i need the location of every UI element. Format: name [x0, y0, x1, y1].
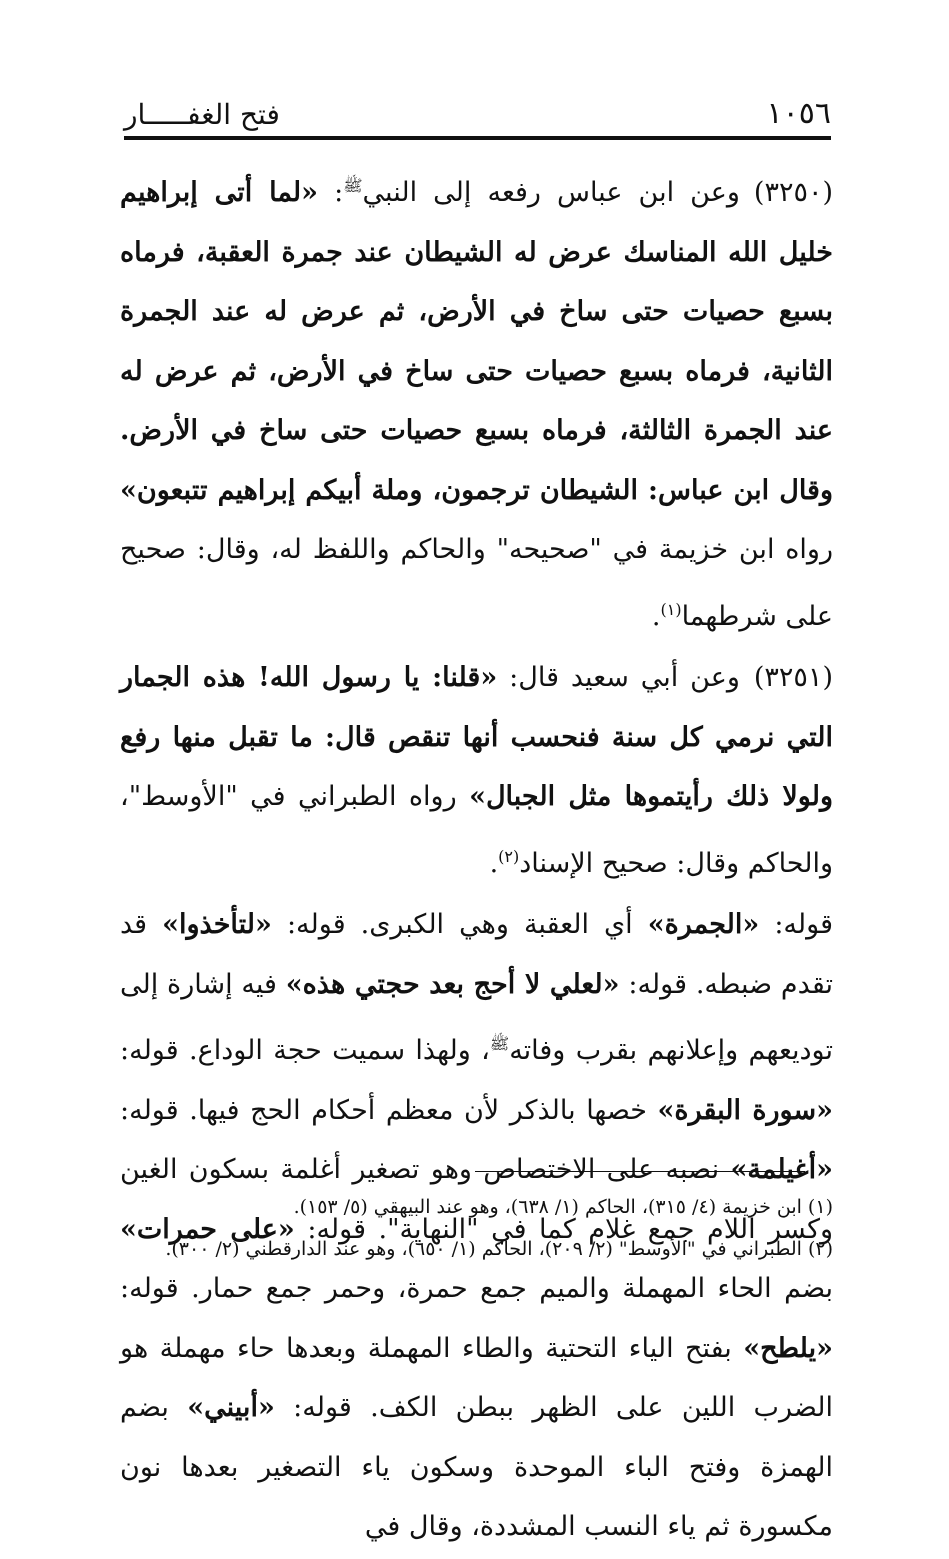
commentary-text: خصها بالذكر لأن معظم أحكام الحج فيها. قوله:	[120, 1094, 658, 1126]
salutation-glyph: ﷺ	[489, 1034, 510, 1053]
running-header	[124, 92, 831, 138]
commentary-term: «أبيني»	[187, 1392, 275, 1423]
punctuation: :	[318, 177, 344, 208]
hadith-number: (٣٢٥١)	[753, 662, 833, 693]
commentary-text: بضم الحاء المهملة والميم جمع حمرة، وحمر جمع حمار. قوله:	[120, 1273, 834, 1304]
book-title: فتح الغفـــــار	[124, 98, 280, 131]
footnotes	[150, 1186, 833, 1270]
punctuation: .	[489, 847, 499, 879]
commentary-text: نصبه على الاختصاص وهو تصغير أغلمة بسكون الغين وكسر اللام جمع غلام كما في "النهاية". قوله:	[120, 1154, 833, 1245]
header-rule	[124, 136, 831, 140]
footnote-separator	[475, 1171, 805, 1172]
hadith-paragraph-3250	[120, 156, 833, 646]
commentary-term: «لعلي لا أحج بعد حجتي هذه»	[285, 968, 620, 1000]
hadith-matn: «قلنا: يا رسول الله! هذه الجمار التي نرمي كل سنة فنحسب أنها تنقص قال: ما تقبل منها رفع ولولا ذلك رأيتموها مثل الجبال»	[120, 662, 833, 812]
commentary-term: «على حمرات»	[120, 1213, 295, 1245]
hadith-takhrij: رواه الطبراني في "الأوسط"، والحاكم وقال: صحيح الإسناد	[120, 781, 833, 879]
hadith-takhrij: رواه ابن خزيمة في "صحيحه" والحاكم واللفظ له، وقال: صحيح على شرطهما	[120, 534, 833, 632]
page-number: ١٠٥٦	[766, 96, 831, 131]
punctuation: .	[651, 600, 661, 632]
footnote-2: (٢) الطبراني في "الأوسط" (٢/ ٢٠٩)، الحاكم (١/ ٦٥٠)، وهو عند الدارقطني (٢/ ٣٠٠).	[165, 1238, 833, 1260]
commentary-text: قد تقدم ضبطه. قوله:	[120, 909, 833, 1000]
hadith-intro: وعن أبي سعيد قال:	[497, 662, 740, 693]
commentary-text: فيه إشارة إلى توديعهم وإعلانهم بقرب وفاته	[120, 968, 834, 1066]
commentary-term: «الجمرة»	[647, 909, 760, 940]
footnote-1: (١) ابن خزيمة (٤/ ٣١٥)، الحاكم (١/ ٦٣٨)، وهو عند البيهقي (٥/ ١٥٣).	[293, 1196, 833, 1218]
commentary-term: «لتأخذوا»	[162, 909, 272, 940]
footnote-reference[interactable]: (١)	[660, 599, 682, 619]
hadith-intro: وعن ابن عباس رفعه إلى النبي	[362, 177, 740, 208]
hadith-matn: «لما أتى إبراهيم خليل الله المناسك عرض له الشيطان عند جمرة العقبة، فرماه بسبع حصيات حتى ساخ في الأرض، ثم عرض له عند الجمرة الثانية، فرماه بسبع حصيات حتى ساخ في الأرض، ثم عرض له عند الجمرة الثالثة، فرماه بسبع حصيات حتى ساخ في الأرض. وقال ابن عباس: الشيطان ترجمون، وملة أبيكم إبراهيم تتبعون»	[120, 177, 834, 506]
commentary-text: قوله:	[759, 909, 833, 940]
commentary-text: أي العقبة وهي الكبرى. قوله:	[271, 909, 648, 940]
commentary-term: «أغيلمة»	[730, 1154, 833, 1185]
hadith-paragraph-3251	[120, 648, 833, 893]
commentary-term: «سورة البقرة»	[657, 1094, 834, 1126]
hadith-number: (٣٢٥٠)	[753, 177, 833, 208]
main-text	[120, 156, 833, 1559]
commentary-text: بفتح الياء التحتية والطاء المهملة وبعدها حاء مهملة هو الضرب اللين على الظهر ببطن الكف. قوله:	[120, 1332, 833, 1423]
commentary-text: ، ولهذا سميت حجة الوداع. قوله:	[120, 1035, 490, 1066]
footnote-reference[interactable]: (٢)	[498, 846, 520, 866]
salutation-glyph: ﷺ	[343, 176, 363, 195]
commentary-text: بضم الهمزة وفتح الباء الموحدة وسكون ياء التصغير بعدها نون مكسورة ثم ياء النسب المشددة، وقال في	[120, 1392, 833, 1542]
commentary-term: «يلطح»	[743, 1332, 833, 1364]
